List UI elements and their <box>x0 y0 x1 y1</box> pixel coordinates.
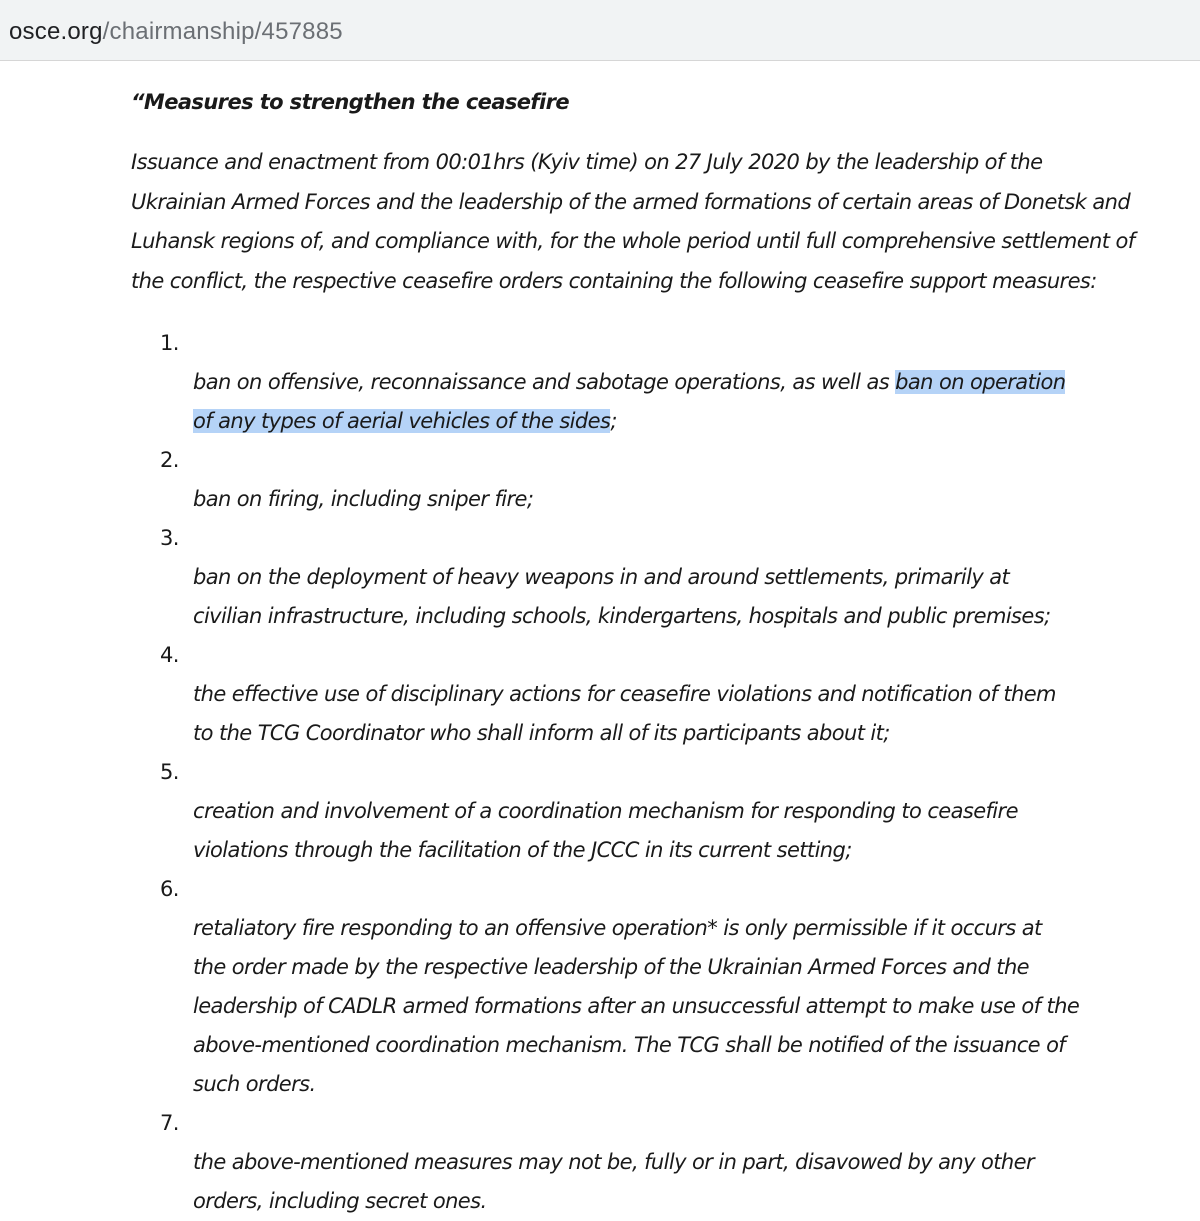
list-item-text: the effective use of disciplinary actions for ceasefire violations and notification of them to the TCG Coordinator who shall inform all of its participants about it; <box>193 682 1056 745</box>
list-item-text: the above-mentioned measures may not be, fully or in part, disavowed by any other orders, including secret ones. <box>193 1150 1034 1213</box>
list-item-number: 7. <box>160 1111 179 1135</box>
list-item-number: 6. <box>160 877 179 901</box>
list-item-text: ban on offensive, reconnaissance and sabotage operations, as well as <box>193 370 896 394</box>
list-item-text: retaliatory fire responding to an offensive operation* is only permissible if it occurs at the order made by the respective leadership of the Ukrainian Armed Forces and the leadership of CADLR armed formations after an unsuccessful attempt to make use of the above-mentioned coordination mechanism. The TCG shall be notified of the issuance of such orders. <box>193 916 1080 1096</box>
list-item <box>131 870 1191 1104</box>
intro-paragraph: Issuance and enactment from 00:01hrs (Kyiv time) on 27 July 2020 by the leadership of the Ukrainian Armed Forces and the leadership of the armed formations of certain areas of Donetsk and Luhansk regions of, and compliance with, for the whole period until full comprehensive settlement of the conflict, the respective ceasefire orders containing the following ceasefire support measures: <box>131 150 1135 293</box>
url-host: osce.org <box>9 18 103 45</box>
list-item-number: 3. <box>160 526 179 550</box>
list-item-number: 1. <box>160 331 179 355</box>
list-item <box>131 441 1191 519</box>
document-content <box>131 80 1191 1221</box>
list-item-number: 2. <box>160 448 179 472</box>
list-item <box>131 1104 1191 1221</box>
list-item-text: ban on firing, including sniper fire; <box>193 487 534 511</box>
list-item-text-end: ; <box>610 409 617 433</box>
list-item-number: 4. <box>160 643 179 667</box>
list-item <box>131 636 1191 753</box>
list-item-text: creation and involvement of a coordination mechanism for responding to ceasefire violations through the facilitation of the JCCC in its current setting; <box>193 799 1018 862</box>
selected-text-highlight[interactable]: ban on operation of any types of aerial vehicles of the sides <box>193 370 1066 433</box>
list-item <box>131 519 1191 636</box>
url-path: /chairmanship/457885 <box>102 18 343 45</box>
document-title: “Measures to strengthen the ceasefire <box>131 90 569 114</box>
url-text[interactable] <box>9 18 343 46</box>
address-bar[interactable] <box>0 0 1200 61</box>
list-item <box>131 753 1191 870</box>
list-item-text: ban on the deployment of heavy weapons in and around settlements, primarily at civilian infrastructure, including schools, kindergartens, hospitals and public premises; <box>193 565 1051 628</box>
list-item-number: 5. <box>160 760 179 784</box>
list-item <box>131 324 1191 441</box>
measures-list <box>131 324 1191 1221</box>
